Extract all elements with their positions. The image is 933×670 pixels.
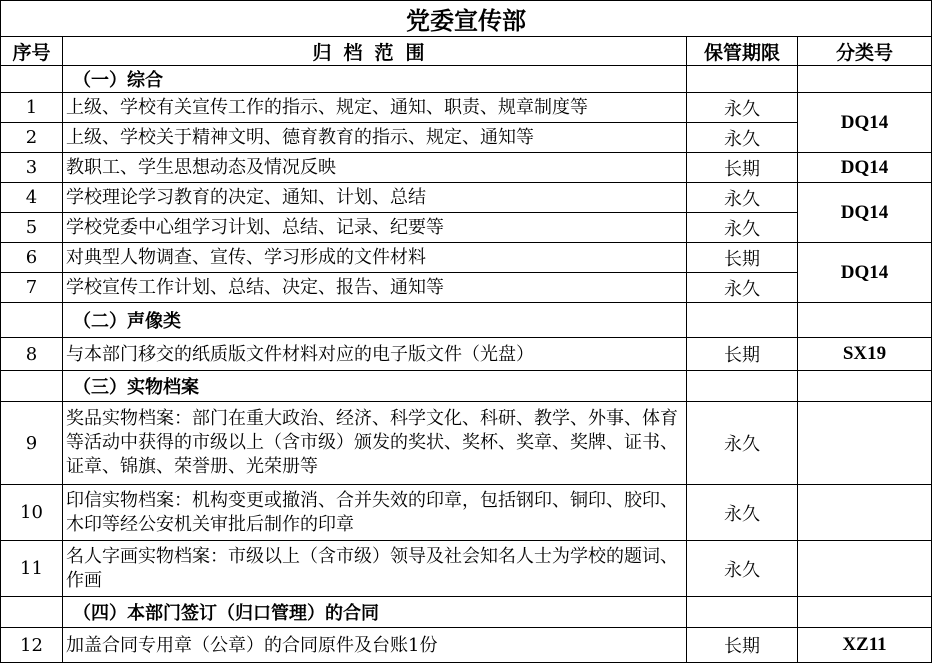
- header-row: [1, 37, 932, 66]
- table-row: [1, 338, 932, 371]
- row-number: 7: [1, 273, 63, 303]
- row-number: 12: [1, 628, 63, 663]
- table-row: [1, 273, 932, 303]
- table-row: [1, 183, 932, 213]
- row-period: 长期: [687, 243, 798, 273]
- section-row: [1, 303, 932, 338]
- table-row: [1, 628, 932, 663]
- table-row: [1, 213, 932, 243]
- row-number: 3: [1, 153, 63, 183]
- section-title: （二）声像类: [63, 303, 687, 338]
- classification-code: XZ11: [798, 628, 932, 663]
- row-number: 9: [1, 402, 63, 485]
- row-period: 永久: [687, 541, 798, 597]
- row-scope: 上级、学校关于精神文明、德育教育的指示、规定、通知等: [63, 123, 687, 153]
- row-number: 5: [1, 213, 63, 243]
- section-row: [1, 597, 932, 628]
- row-scope: 与本部门移交的纸质版文件材料对应的电子版文件（光盘）: [63, 338, 687, 371]
- row-period: 永久: [687, 93, 798, 123]
- row-period: 永久: [687, 123, 798, 153]
- row-number: 8: [1, 338, 63, 371]
- table-row: [1, 153, 932, 183]
- row-period: 永久: [687, 273, 798, 303]
- row-period: 永久: [687, 213, 798, 243]
- classification-code: DQ14: [798, 153, 932, 183]
- header-index: 序号: [1, 37, 63, 66]
- row-number: 1: [1, 93, 63, 123]
- row-period: 长期: [687, 153, 798, 183]
- row-scope: 上级、学校有关宣传工作的指示、规定、通知、职责、规章制度等: [63, 93, 687, 123]
- header-period: 保管期限: [687, 37, 798, 66]
- section-title: （三）实物档案: [63, 371, 687, 402]
- classification-code: DQ14: [798, 183, 932, 243]
- row-scope: 学校党委中心组学习计划、总结、记录、纪要等: [63, 213, 687, 243]
- row-scope: 奖品实物档案：部门在重大政治、经济、科学文化、科研、教学、外事、体育等活动中获得的市级以上（含市级）颁发的奖状、奖杯、奖章、奖牌、证书、证章、锦旗、荣誉册、光荣册等: [63, 402, 687, 485]
- table-row: [1, 243, 932, 273]
- row-period: 长期: [687, 338, 798, 371]
- table-row: [1, 93, 932, 123]
- row-scope: 加盖合同专用章（公章）的合同原件及台账1份: [63, 628, 687, 663]
- row-scope: 学校理论学习教育的决定、通知、计划、总结: [63, 183, 687, 213]
- row-number: 2: [1, 123, 63, 153]
- row-period: 永久: [687, 485, 798, 541]
- table-row: [1, 402, 932, 485]
- section-title: （一）综合: [63, 66, 687, 93]
- section-title: （四）本部门签订（归口管理）的合同: [63, 597, 687, 628]
- table-row: [1, 123, 932, 153]
- row-period: 永久: [687, 183, 798, 213]
- row-scope: 名人字画实物档案：市级以上（含市级）领导及社会知名人士为学校的题词、作画: [63, 541, 687, 597]
- page-title: 党委宣传部: [1, 1, 932, 37]
- row-number: 11: [1, 541, 63, 597]
- row-number: 10: [1, 485, 63, 541]
- classification-code: SX19: [798, 338, 932, 371]
- row-scope: 印信实物档案：机构变更或撤消、合并失效的印章，包括钢印、铜印、胶印、木印等经公安机关审批后制作的印章: [63, 485, 687, 541]
- classification-code: DQ14: [798, 93, 932, 153]
- classification-code: DQ14: [798, 243, 932, 303]
- row-scope: 学校宣传工作计划、总结、决定、报告、通知等: [63, 273, 687, 303]
- table-row: [1, 541, 932, 597]
- header-code: 分类号: [798, 37, 932, 66]
- table-row: [1, 485, 932, 541]
- header-scope: 归档范围: [63, 37, 687, 66]
- row-period: 永久: [687, 402, 798, 485]
- row-scope: 对典型人物调查、宣传、学习形成的文件材料: [63, 243, 687, 273]
- row-scope: 教职工、学生思想动态及情况反映: [63, 153, 687, 183]
- row-number: 4: [1, 183, 63, 213]
- row-period: 长期: [687, 628, 798, 663]
- section-row: [1, 371, 932, 402]
- section-row: [1, 66, 932, 93]
- row-number: 6: [1, 243, 63, 273]
